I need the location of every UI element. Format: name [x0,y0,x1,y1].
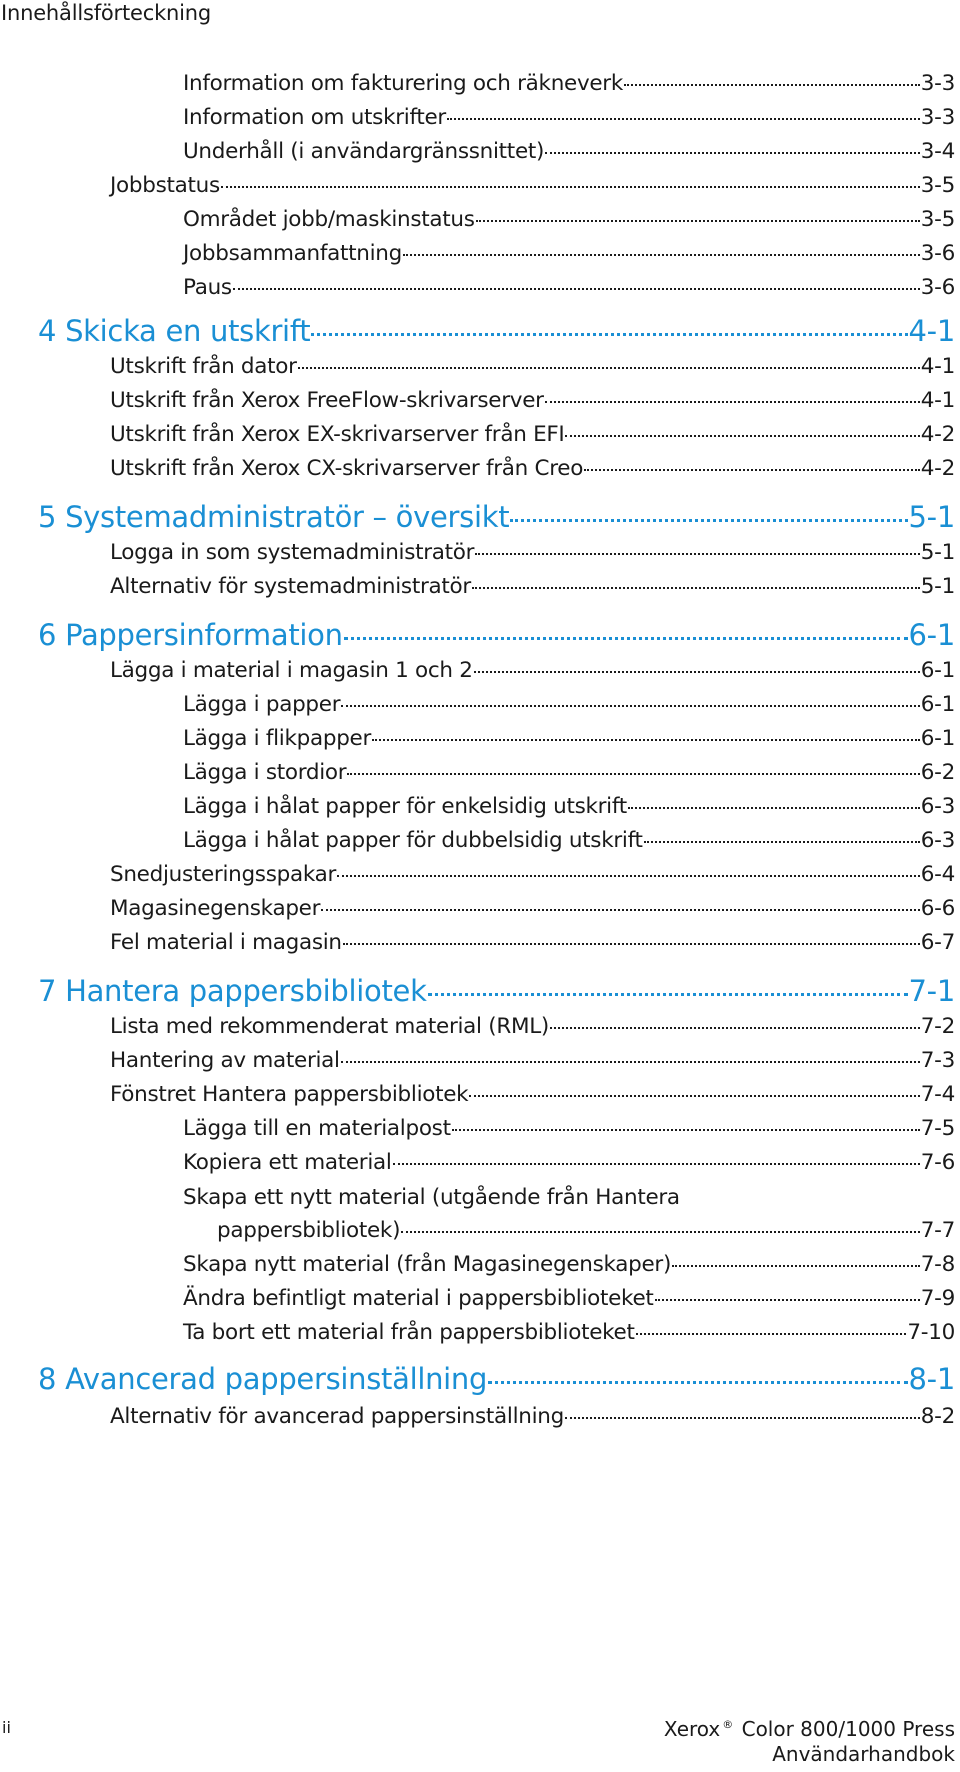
dot-leader [644,841,920,843]
toc-entry-page: 5-1 [920,574,955,599]
toc-entry-page: 3-4 [920,139,955,164]
toc-entry[interactable] [110,1082,955,1108]
toc-entry-title: Hantering av material [110,1048,340,1073]
toc-entry[interactable] [110,388,955,414]
toc-entry-title: Lägga i hålat papper för dubbelsidig utskrift [183,828,643,853]
dot-leader [545,152,920,154]
toc-entry-page: 8-2 [920,1404,955,1429]
toc-entry[interactable] [110,896,955,922]
toc-entry-title: Lägga i stordior [183,760,347,785]
toc-entry-title: 4 Skicka en utskrift [38,314,311,348]
toc-entry-title: Lägga i hålat papper för enkelsidig utskrift [183,794,627,819]
toc-entry-title: 5 Systemadministratör – översikt [38,500,510,534]
toc-entry-page: 6-4 [920,862,955,887]
toc-entry-title: Lägga till en materialpost [183,1116,451,1141]
toc-entry-page: 6-6 [920,896,955,921]
dot-leader [550,1027,920,1029]
toc-entry-title-line1: Skapa ett nytt material (utgående från Hantera [183,1185,680,1210]
toc-entry[interactable] [110,422,955,448]
toc-entry-page: 7-7 [920,1218,955,1243]
toc-entry[interactable] [183,692,955,718]
toc-entry-page: 6-3 [920,828,955,853]
toc-entry-title: 8 Avancerad pappersinställning [38,1362,488,1396]
toc-entry-page: 4-1 [920,388,955,413]
toc-entry[interactable] [183,1116,955,1142]
running-header: Innehållsförteckning [1,1,212,25]
footer-document-name: Användarhandbok [772,1742,955,1766]
toc-entry-title: Logga in som systemadministratör [110,540,475,565]
toc-entry-page: 6-1 [920,692,955,717]
toc-entry[interactable] [183,726,955,752]
toc-entry-title: Jobbstatus [110,173,220,198]
dot-leader [488,1381,907,1384]
footer-product-line [664,1717,955,1742]
dot-leader [341,1061,920,1063]
toc-entry[interactable] [110,658,955,684]
toc-entry-page: 7-1 [908,974,955,1008]
toc-entry[interactable] [183,275,955,301]
toc-entry-title: Utskrift från Xerox FreeFlow-skrivarserver [110,388,544,413]
toc-entry[interactable] [183,71,955,97]
dot-leader [401,1231,920,1233]
dot-leader [565,1417,920,1419]
toc-entry-title: Lista med rekommenderat material (RML) [110,1014,549,1039]
toc-entry[interactable] [183,1320,955,1346]
toc-entry-page: 7-10 [907,1320,955,1345]
toc-entry[interactable] [110,540,955,566]
dot-leader [476,220,920,222]
toc-entry-title: Ändra befintligt material i pappersbiblioteket [183,1286,654,1311]
footer-product-name: Color 800/1000 Press [741,1717,955,1741]
toc-entry-page: 3-6 [920,241,955,266]
dot-leader [343,943,920,945]
toc-entry-page: 7-6 [920,1150,955,1175]
dot-leader [452,1129,920,1131]
toc-entry-title: Lägga i papper [183,692,341,717]
toc-entry-title: Området jobb/maskinstatus [183,207,475,232]
toc-entry-page: 7-4 [920,1082,955,1107]
toc-entry-page: 4-2 [920,456,955,481]
toc-entry-title: Ta bort ett material från pappersbiblioteket [183,1320,635,1345]
toc-entry-page: 3-3 [920,105,955,130]
dot-leader [447,118,920,120]
dot-leader [347,773,919,775]
toc-entry[interactable] [183,1286,955,1312]
toc-entry-page: 6-1 [920,726,955,751]
dot-leader [221,186,920,188]
toc-entry-page: 7-5 [920,1116,955,1141]
toc-entry-title: Lägga i material i magasin 1 och 2 [110,658,473,683]
toc-entry-title: Kopiera ett material [183,1150,392,1175]
dot-leader [372,739,920,741]
toc-entry-page: 7-8 [920,1252,955,1277]
toc-entry-page: 4-1 [908,314,955,348]
dot-leader [469,1095,919,1097]
toc-chapter[interactable] [38,500,955,534]
toc-entry-title: Alternativ för systemadministratör [110,574,471,599]
dot-leader [428,993,908,996]
toc-entry[interactable] [110,173,955,199]
toc-entry[interactable] [183,828,955,854]
footer-product [664,1717,955,1767]
toc-entry-page: 4-2 [920,422,955,447]
toc-entry[interactable] [110,1404,955,1430]
toc-entry-title: Jobbsammanfattning [183,241,402,266]
dot-leader [565,435,919,437]
toc-chapter[interactable] [38,974,955,1008]
toc-entry-page: 6-3 [920,794,955,819]
toc-entry-title: Fönstret Hantera pappersbibliotek [110,1082,469,1107]
dot-leader [393,1163,920,1165]
footer-page-number: ii [2,1718,11,1737]
toc-entry-title: Paus [183,275,232,300]
toc-entry[interactable] [183,794,955,820]
dot-leader [472,587,920,589]
toc-entry-page: 5-1 [908,500,955,534]
toc-entry-title: Utskrift från Xerox CX-skrivarserver från Creo [110,456,584,481]
registered-mark: ® [722,1718,734,1732]
toc-entry-page: 7-3 [920,1048,955,1073]
dot-leader [233,288,920,290]
toc-entry-title: Information om fakturering och räkneverk [183,71,623,96]
dot-leader [672,1265,920,1267]
toc-entry-page: 7-2 [920,1014,955,1039]
dot-leader [311,333,907,336]
dot-leader [510,519,907,522]
toc-entry[interactable] [183,207,955,233]
dot-leader [298,367,920,369]
toc-entry-page: 3-5 [920,207,955,232]
toc-entry-title: Utskrift från dator [110,354,297,379]
toc-entry-title: Alternativ för avancerad pappersinställning [110,1404,564,1429]
toc-chapter[interactable] [38,1362,955,1396]
dot-leader [584,469,920,471]
toc-entry[interactable] [183,105,955,131]
toc-entry[interactable] [183,1252,955,1278]
toc-entry-title: Utskrift från Xerox EX-skrivarserver från EFI [110,422,565,447]
toc-chapter[interactable] [38,618,955,652]
toc-entry-title: Skapa nytt material (från Magasinegenskaper) [183,1252,672,1277]
toc-entry[interactable] [183,241,955,267]
toc-entry[interactable] [183,1185,955,1244]
toc-entry[interactable] [183,760,955,786]
toc-entry-page: 6-7 [920,930,955,955]
toc-entry-page: 8-1 [908,1362,955,1396]
dot-leader [344,637,908,640]
toc-entry-title: 6 Pappersinformation [38,618,343,652]
toc-entry-title: Information om utskrifter [183,105,446,130]
toc-entry-page: 6-2 [920,760,955,785]
toc-entry[interactable] [110,930,955,956]
toc-entry-page: 3-5 [920,173,955,198]
toc-entry-page: 3-6 [920,275,955,300]
toc-entry[interactable] [110,1048,955,1074]
toc-entry[interactable] [183,139,955,165]
toc-entry[interactable] [110,354,955,380]
footer-brand-name: Xerox [663,1717,721,1741]
toc-entry-title: Fel material i magasin [110,930,342,955]
toc-entry-title: Magasinegenskaper [110,896,321,921]
toc-entry[interactable] [110,456,955,482]
toc-entry-title: pappersbibliotek) [217,1218,401,1243]
toc-entry-page: 4-1 [920,354,955,379]
dot-leader [341,705,920,707]
dot-leader [403,254,920,256]
toc-entry-title: Lägga i flikpapper [183,726,372,751]
toc-entry-page: 6-1 [920,658,955,683]
dot-leader [474,671,920,673]
dot-leader [475,553,920,555]
dot-leader [545,401,920,403]
toc-entry-title: 7 Hantera pappersbibliotek [38,974,427,1008]
dot-leader [655,1299,920,1301]
dot-leader [624,84,920,86]
toc-entry[interactable] [110,574,955,600]
toc-entry-page: 5-1 [920,540,955,565]
toc-entry[interactable] [110,1014,955,1040]
toc-entry-page: 3-3 [920,71,955,96]
toc-entry-title: Snedjusteringsspakar [110,862,337,887]
toc-entry[interactable] [110,862,955,888]
toc-chapter[interactable] [38,314,955,348]
dot-leader [337,875,920,877]
dot-leader [321,909,920,911]
toc-entry-page: 7-9 [920,1286,955,1311]
dot-leader [628,807,920,809]
toc-entry[interactable] [183,1150,955,1176]
toc-entry-page: 6-1 [908,618,955,652]
toc-entry-title: Underhåll (i användargränssnittet) [183,139,545,164]
dot-leader [636,1333,907,1335]
